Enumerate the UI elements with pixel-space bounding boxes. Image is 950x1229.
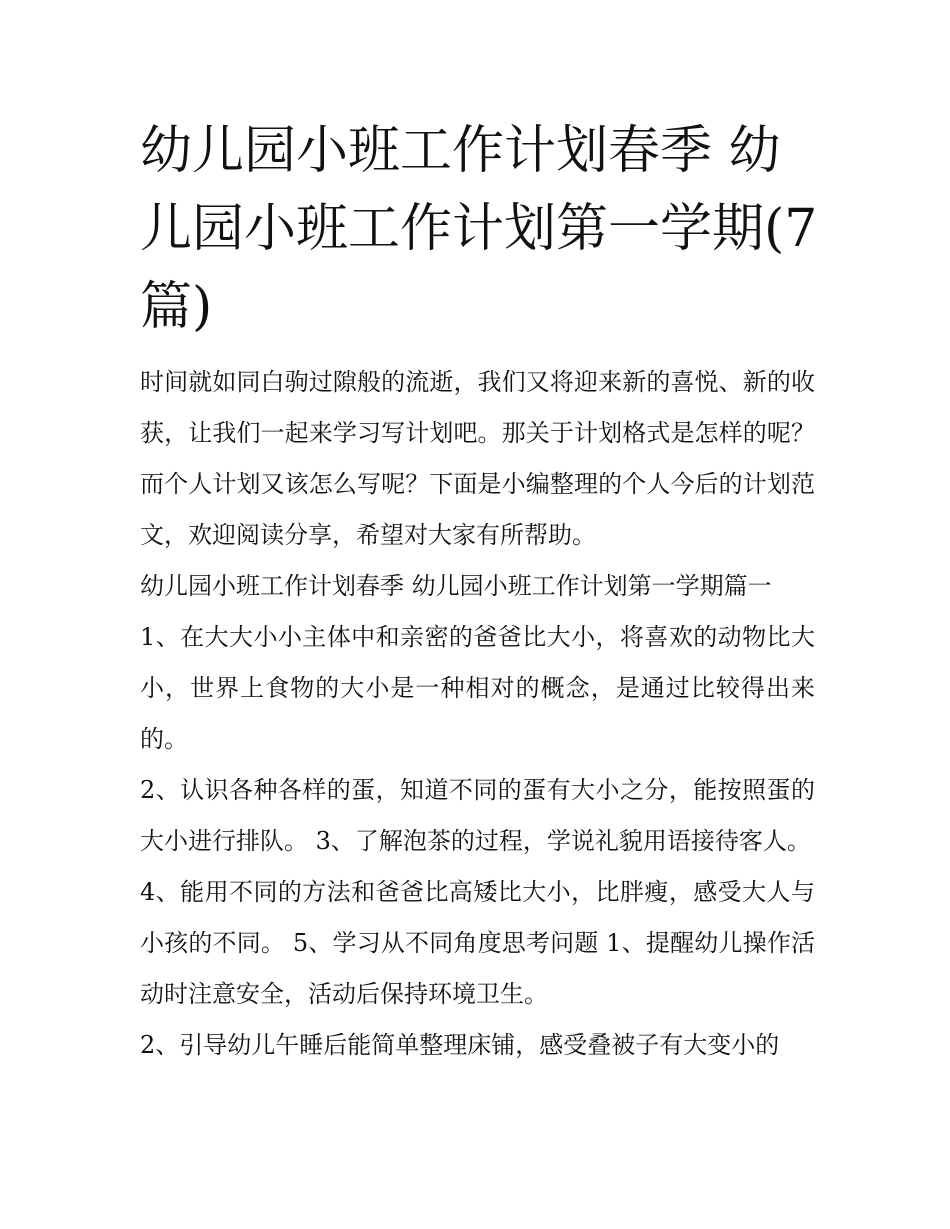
page-title: 幼儿园小班工作计划春季 幼儿园小班工作计划第一学期(7篇) xyxy=(140,121,818,337)
list-item: 2、认识各种各样的蛋，知道不同的蛋有大小之分，能按照蛋的大小进行排队。 3、了解泡茶的过程，学说礼貌用语接待客人。 xyxy=(140,776,815,855)
document-body xyxy=(140,357,815,1071)
intro-paragraph: 时间就如同白驹过隙般的流逝，我们又将迎来新的喜悦、新的收获，让我们一起来学习写计划吧。那关于计划格式是怎样的呢？而个人计划又该怎么写呢？下面是小编整理的个人今后的计划范文，欢迎阅读分享，希望对大家有所帮助。 xyxy=(140,368,815,549)
list-item: 2、引导幼儿午睡后能简单整理床铺，感受叠被子有大变小的 xyxy=(140,1031,780,1059)
list-item: 1、在大大小小主体中和亲密的爸爸比大小，将喜欢的动物比大小，世界上食物的大小是一种相对的概念，是通过比较得出来的。 xyxy=(140,623,815,753)
section-heading: 幼儿园小班工作计划春季 幼儿园小班工作计划第一学期篇一 xyxy=(140,572,772,600)
list-item: 4、能用不同的方法和爸爸比高矮比大小，比胖瘦，感受大人与小孩的不同。 5、学习从不同角度思考问题 1、提醒幼儿操作活动时注意安全，活动后保持环境卫生。 xyxy=(140,878,815,1008)
